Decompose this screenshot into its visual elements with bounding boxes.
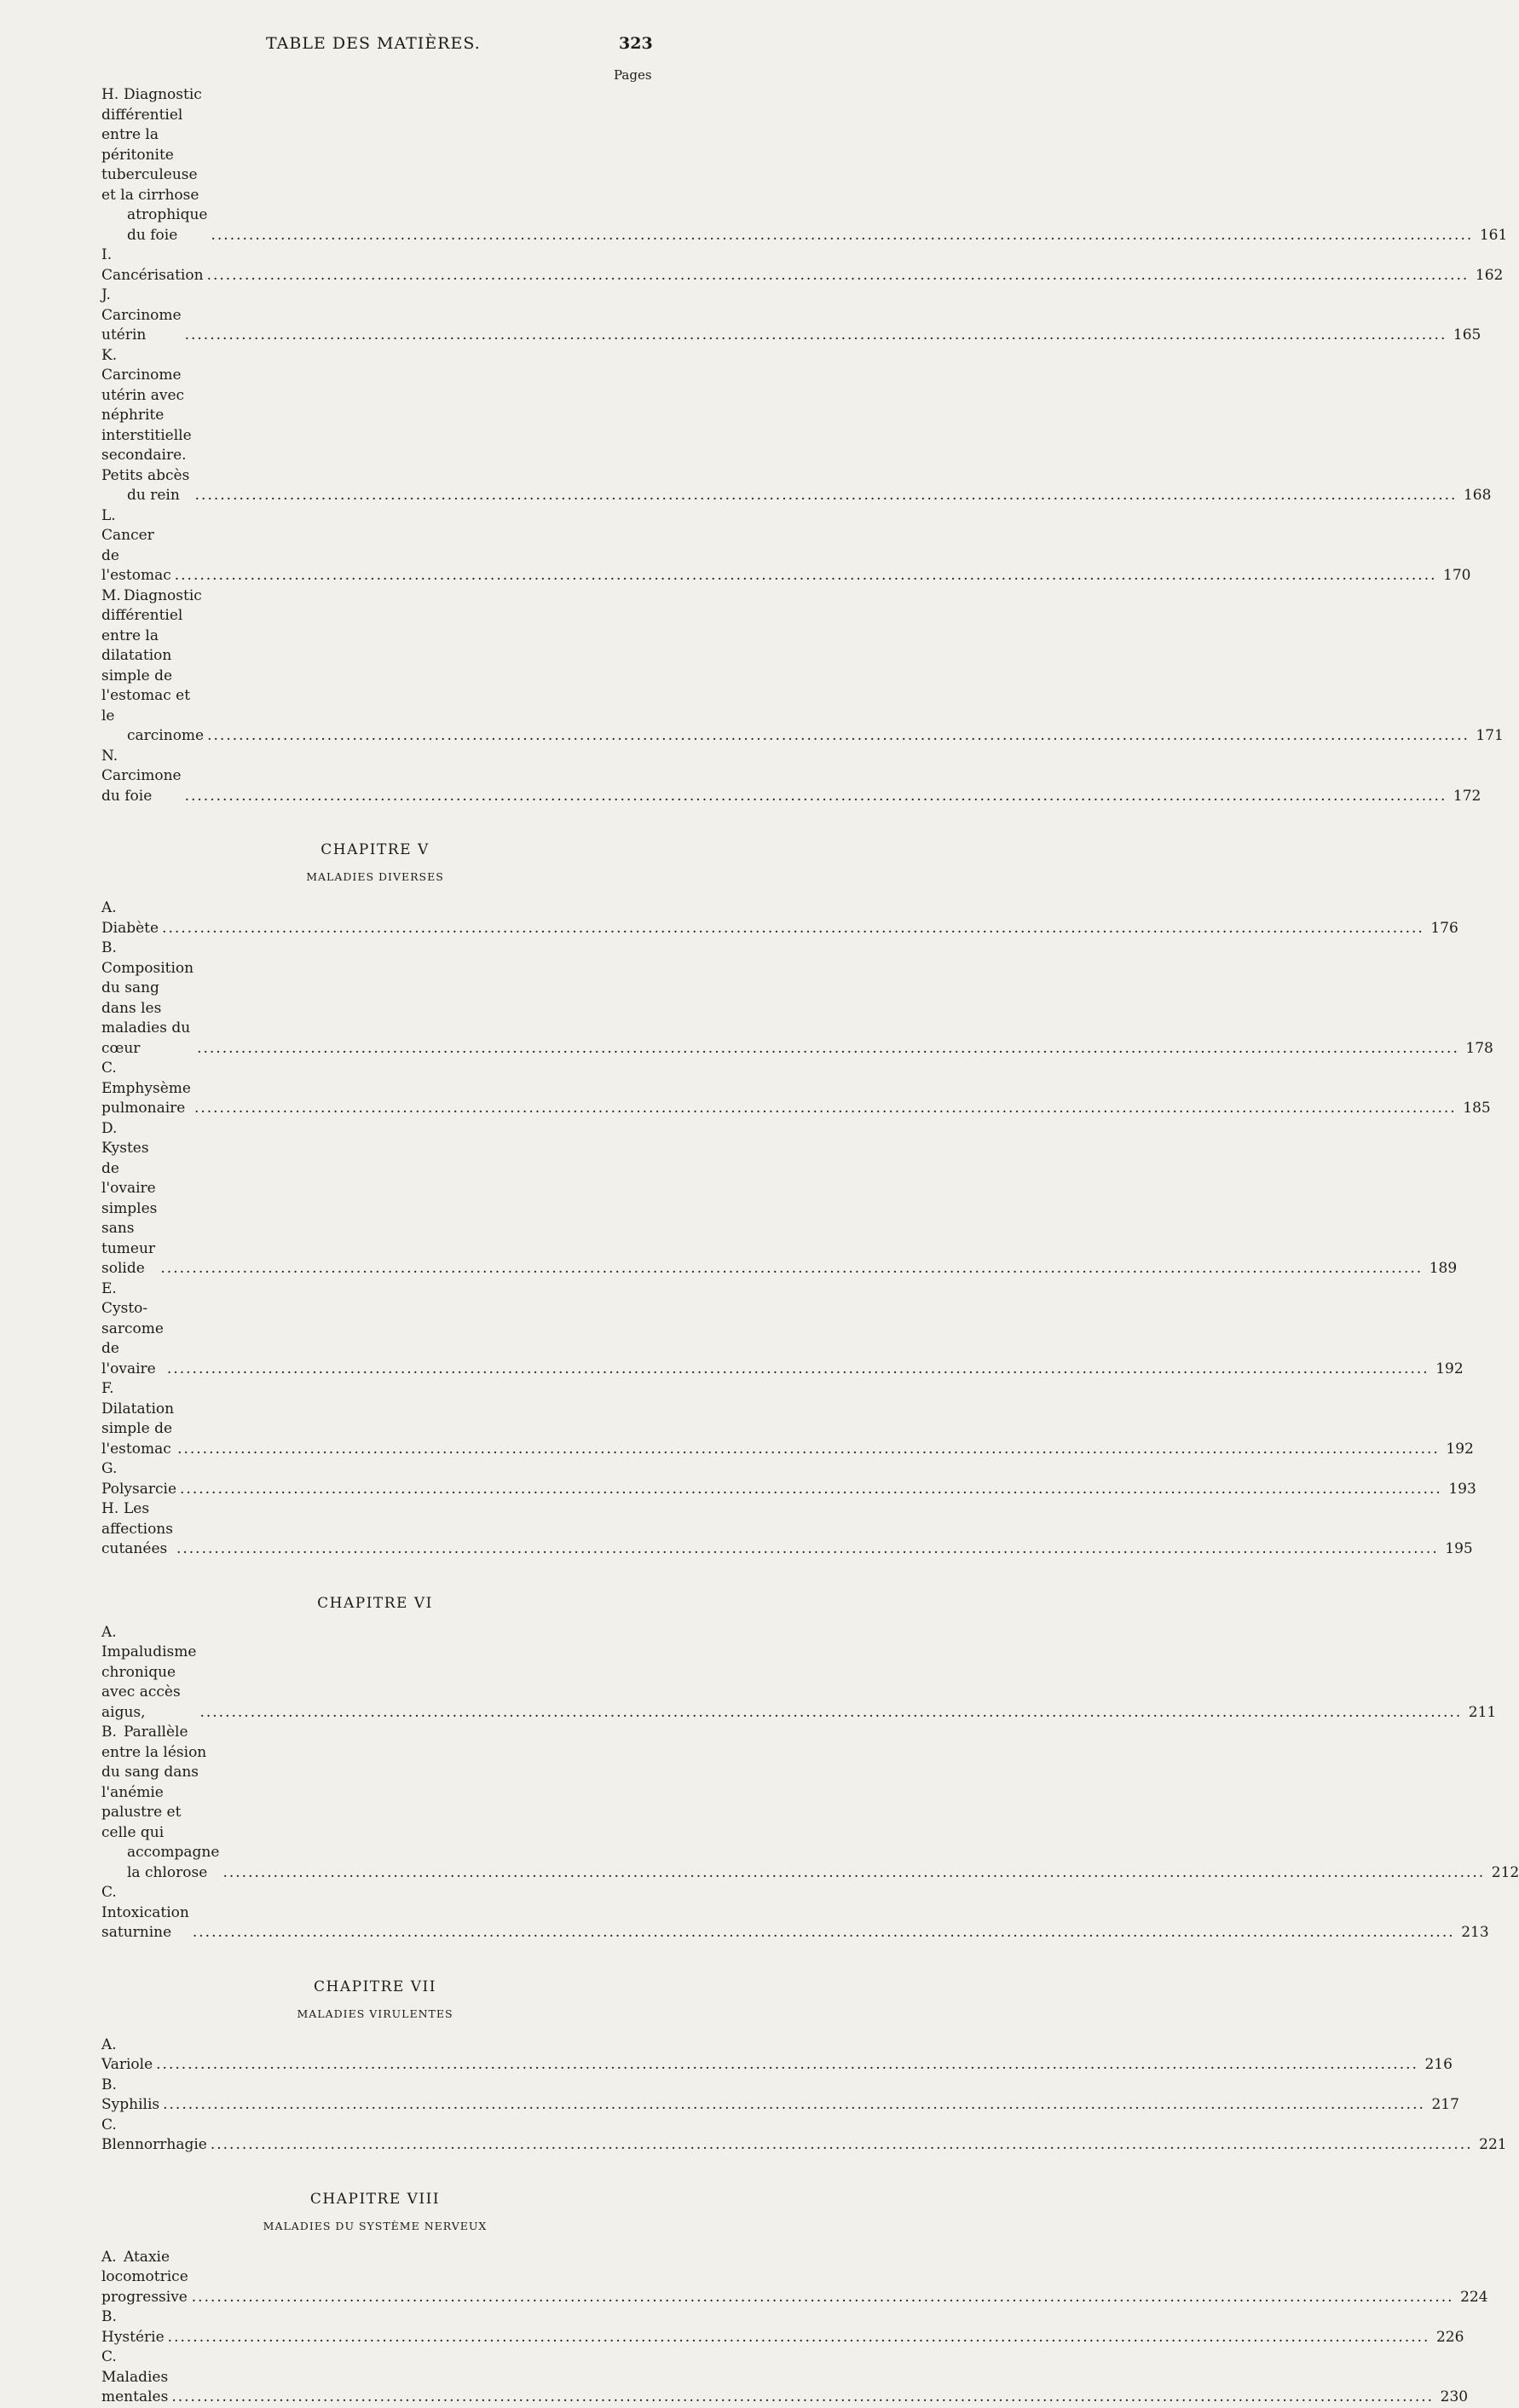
- running-head-title: TABLE DES MATIÈRES.: [266, 34, 481, 53]
- toc-entry-line: [101, 2116, 207, 2154]
- toc-entry-line: [101, 486, 192, 506]
- toc-entry-text: Carcinome utérin avec néphrite interstitielle secondaire. Petits abcès: [101, 367, 192, 484]
- toc-entry-page: 162: [1475, 266, 1504, 284]
- toc-entry-text: Polysarcie: [101, 1480, 177, 1498]
- toc-entry: [101, 2116, 1507, 2156]
- toc-entry-text: Syphilis: [101, 2096, 160, 2113]
- dot-leader: ........................................................................................................................................................................................................: [162, 919, 1424, 937]
- dot-leader: ........................................................................................................................................................................................................: [166, 1360, 1429, 1377]
- toc-entry: [101, 346, 1492, 506]
- toc-entry-letter: A.: [101, 2248, 117, 2266]
- toc-entry-page: 226: [1435, 2328, 1464, 2346]
- toc-entry-label: [101, 938, 193, 1059]
- toc-entry-letter: B.: [101, 2308, 117, 2325]
- toc-entry-line: [101, 899, 159, 937]
- toc-entry-line: [101, 726, 204, 747]
- toc-entry: [101, 1059, 1491, 1119]
- toc-entry-page: 189: [1429, 1260, 1458, 1277]
- toc-entry-label: [101, 1379, 174, 1459]
- toc-entry: [101, 2076, 1459, 2116]
- dot-leader: ........................................................................................................................................................................................................: [167, 2328, 1430, 2346]
- toc-entry-page: 217: [1431, 2096, 1459, 2113]
- toc-entry-page: 213: [1461, 1924, 1489, 1941]
- toc-entry-letter: B.: [101, 939, 117, 956]
- toc-entry-letter: H.: [101, 86, 119, 103]
- toc-entry-text: Hystérie: [101, 2328, 165, 2346]
- toc-entry: [101, 2347, 1469, 2408]
- toc-entry-text: Cysto-sarcome de l'ovaire: [101, 1300, 164, 1377]
- dot-leader: ........................................................................................................................................................................................................: [199, 1703, 1463, 1721]
- toc-entry-line: [101, 1060, 191, 1117]
- toc-entry-label: [101, 1723, 219, 1883]
- toc-entry-page: 193: [1448, 1480, 1476, 1498]
- chapter-subtitle: MALADIES DIVERSES: [306, 870, 444, 883]
- toc-entry-letter: G.: [101, 1460, 118, 1477]
- toc-entry-page: 192: [1446, 1440, 1474, 1458]
- toc-entry-line: [101, 2308, 165, 2346]
- running-head: [0, 34, 682, 56]
- toc-entry-text: Variole: [101, 2056, 153, 2073]
- toc-entry: [101, 1279, 1464, 1380]
- toc-entry-page: 192: [1435, 1360, 1464, 1377]
- toc-entry-label: [101, 2076, 159, 2116]
- chapter-title: CHAPITRE VII: [314, 1978, 436, 1995]
- toc-entry-letter: F.: [101, 1380, 114, 1397]
- toc-entry-text: Impaludisme chronique avec accès aigus,: [101, 1643, 197, 1721]
- dot-leader: ........................................................................................................................................................................................................: [156, 2056, 1418, 2073]
- toc-entry-label: [101, 1279, 164, 1380]
- toc-entry-letter: C.: [101, 2116, 117, 2134]
- dot-leader: ........................................................................................................................................................................................................: [160, 1260, 1424, 1277]
- toc-entry: [101, 1883, 1489, 1943]
- chapter-title: CHAPITRE VIII: [309, 2190, 441, 2208]
- toc-entry: [101, 245, 1504, 286]
- dot-leader: ........................................................................................................................................................................................................: [192, 1924, 1455, 1941]
- toc-entry-label: [101, 2347, 168, 2408]
- toc-entry-text: accompagne la chlorose: [127, 1844, 220, 1881]
- toc-entry: [101, 747, 1481, 807]
- toc-entry-line: [101, 85, 208, 205]
- dot-leader: ........................................................................................................................................................................................................: [176, 1540, 1439, 1557]
- toc-entry-line: [101, 586, 204, 727]
- toc-entry: [101, 2248, 1488, 2308]
- toc-entry-page: 168: [1463, 487, 1492, 504]
- dot-leader: ........................................................................................................................................................................................................: [194, 487, 1458, 504]
- toc-entry: [101, 1459, 1476, 1499]
- toc-entry: [101, 938, 1493, 1059]
- toc-entry-label: [101, 747, 182, 807]
- dot-leader: ........................................................................................................................................................................................................: [174, 567, 1437, 584]
- toc-entry-page: 216: [1424, 2056, 1453, 2073]
- toc-entry-page: 172: [1453, 787, 1481, 805]
- toc-entry-label: [101, 286, 182, 346]
- toc-entry-label: [101, 2116, 207, 2156]
- dot-leader: ........................................................................................................................................................................................................: [197, 1039, 1459, 1057]
- toc-entry-label: [101, 1119, 157, 1279]
- toc-entry: [101, 506, 1471, 586]
- toc-entry-label: [101, 2248, 188, 2308]
- toc-entry-letter: B.: [101, 1724, 117, 1741]
- toc-entry-text: Parallèle entre la lésion du sang dans l'anémie palustre et celle qui: [101, 1724, 207, 1841]
- toc-entry-text: Cancer de l'estomac: [101, 527, 171, 584]
- toc-entry-label: [101, 1059, 191, 1119]
- dot-leader: ........................................................................................................................................................................................................: [222, 1863, 1486, 1881]
- toc-entry-page: 185: [1463, 1100, 1491, 1117]
- toc-entry: [101, 2307, 1464, 2347]
- toc-entry-label: [101, 506, 171, 586]
- dot-leader: ........................................................................................................................................................................................................: [184, 326, 1447, 344]
- toc-entry: [101, 286, 1481, 346]
- toc-entry-letter: H.: [101, 1500, 119, 1517]
- toc-entry-line: [101, 286, 182, 344]
- toc-entry-text: du rein: [127, 487, 180, 504]
- toc-entry-letter: E.: [101, 1279, 117, 1297]
- toc-entry-text: Kystes de l'ovaire simples sans tumeur solide: [101, 1140, 158, 1277]
- toc-entry: [101, 1499, 1473, 1560]
- toc-entry: [101, 898, 1458, 938]
- toc-entry-line: [101, 1723, 219, 1843]
- toc-entry: [101, 586, 1504, 747]
- toc-entry-line: [101, 2036, 153, 2074]
- toc-entry-label: [101, 346, 192, 506]
- toc-entry-page: 165: [1453, 326, 1481, 344]
- toc-entry-line: [101, 2348, 168, 2405]
- toc-entry-letter: A.: [101, 899, 117, 916]
- toc-entry-line: [101, 1500, 173, 1557]
- toc-entry-line: [101, 748, 182, 805]
- toc-entry-line: [101, 507, 171, 585]
- toc-entry-letter: A.: [101, 1623, 117, 1641]
- toc-entry-label: [101, 2307, 165, 2347]
- toc-entry-line: [101, 205, 208, 245]
- dot-leader: ........................................................................................................................................................................................................: [206, 266, 1470, 284]
- toc-entry: [101, 1379, 1474, 1459]
- table-of-contents: [101, 85, 1519, 2408]
- toc-entry-letter: N.: [101, 747, 118, 765]
- toc-entry: [101, 1623, 1497, 1724]
- toc-entry-letter: L.: [101, 506, 116, 524]
- pages-column-label: Pages: [614, 67, 652, 83]
- toc-entry: [101, 1119, 1458, 1279]
- dot-leader: ........................................................................................................................................................................................................: [171, 2388, 1435, 2405]
- toc-entry-line: [101, 1884, 189, 1941]
- toc-entry-letter: D.: [101, 1119, 118, 1137]
- toc-entry-text: Composition du sang dans les maladies du cœur: [101, 959, 194, 1057]
- toc-entry-page: 195: [1445, 1540, 1473, 1557]
- toc-entry-letter: K.: [101, 346, 118, 364]
- toc-entry-line: [101, 2249, 188, 2306]
- toc-entry-page: 161: [1479, 226, 1508, 244]
- toc-entry-text: Ataxie locomotrice progressive: [101, 2248, 188, 2306]
- chapter-title: CHAPITRE VI: [317, 1594, 433, 1612]
- chapter-subtitle: MALADIES VIRULENTES: [297, 2007, 453, 2020]
- toc-entry-label: [101, 2036, 153, 2076]
- toc-entry-line: [101, 1280, 164, 1377]
- toc-entry-text: Dilatation simple de l'estomac: [101, 1400, 175, 1458]
- toc-entry-page: 224: [1460, 2288, 1488, 2306]
- toc-entry-text: carcinome: [127, 727, 205, 744]
- toc-entry-line: [101, 1380, 174, 1458]
- toc-entry-line: [101, 246, 204, 284]
- toc-entry-line: [101, 1624, 196, 1721]
- toc-entry-page: 212: [1491, 1863, 1519, 1881]
- dot-leader: ........................................................................................................................................................................................................: [177, 1440, 1440, 1458]
- toc-entry-letter: C.: [101, 2348, 117, 2365]
- toc-entry: [101, 1723, 1519, 1883]
- chapter-title: CHAPITRE V: [321, 841, 430, 858]
- toc-entry-page: 178: [1465, 1039, 1493, 1057]
- dot-leader: ........................................................................................................................................................................................................: [193, 1100, 1457, 1117]
- page-number: 323: [619, 34, 653, 53]
- toc-entry-text: Diagnostic différentiel entre la péritonite tuberculeuse et la cirrhose: [101, 86, 202, 204]
- toc-entry-line: [101, 1120, 157, 1278]
- toc-entry-page: 171: [1476, 727, 1504, 744]
- toc-entry-letter: I.: [101, 246, 113, 263]
- toc-entry-text: Blennorrhagie: [101, 2136, 207, 2153]
- toc-entry-label: [101, 1883, 189, 1943]
- toc-entry-text: atrophique du foie: [127, 206, 208, 244]
- toc-entry-label: [101, 898, 159, 938]
- toc-entry-text: Les affections cutanées: [101, 1500, 173, 1557]
- toc-entry-label: [101, 85, 208, 245]
- toc-entry-line: [101, 346, 192, 487]
- toc-entry-text: Diagnostic différentiel entre la dilatation simple de l'estomac et le: [101, 586, 202, 725]
- toc-entry-line: [101, 1843, 219, 1883]
- chapter-subtitle: MALADIES DU SYSTÈME NERVEUX: [263, 2219, 488, 2232]
- dot-leader: ........................................................................................................................................................................................................: [207, 727, 1470, 744]
- dot-leader: ........................................................................................................................................................................................................: [180, 1480, 1442, 1498]
- toc-entry-text: Emphysème pulmonaire: [101, 1079, 191, 1117]
- toc-entry: [101, 2036, 1453, 2076]
- toc-entry-label: [101, 1623, 196, 1724]
- toc-entry-page: 170: [1443, 567, 1471, 584]
- toc-entry-text: Intoxication saturnine: [101, 1903, 189, 1941]
- toc-entry-label: [101, 245, 204, 286]
- toc-entry-text: Carcinome utérin: [101, 306, 182, 344]
- toc-entry-line: [101, 939, 193, 1057]
- toc-entry-label: [101, 1459, 176, 1499]
- dot-leader: ........................................................................................................................................................................................................: [210, 2136, 1473, 2153]
- toc-entry-label: [101, 586, 204, 747]
- toc-entry-text: Maladies mentales: [101, 2368, 169, 2405]
- toc-entry-text: Diabète: [101, 919, 159, 937]
- toc-entry-letter: M.: [101, 586, 121, 604]
- dot-leader: ........................................................................................................................................................................................................: [163, 2096, 1425, 2113]
- toc-entry-text: Carcimone du foie: [101, 767, 182, 805]
- toc-entry: [101, 85, 1508, 245]
- toc-entry-page: 221: [1479, 2136, 1507, 2153]
- toc-entry-page: 176: [1430, 919, 1458, 937]
- dot-leader: ........................................................................................................................................................................................................: [191, 2288, 1454, 2306]
- toc-entry-page: 211: [1468, 1703, 1497, 1721]
- toc-entry-letter: C.: [101, 1884, 117, 1901]
- toc-entry-label: [101, 1499, 173, 1560]
- toc-entry-letter: J.: [101, 286, 111, 303]
- chapter-spacer: [101, 1613, 649, 1623]
- toc-entry-line: [101, 2076, 159, 2114]
- toc-entry-text: Cancérisation: [101, 266, 204, 284]
- toc-entry-letter: C.: [101, 1060, 117, 1077]
- dot-leader: ........................................................................................................................................................................................................: [211, 226, 1474, 244]
- dot-leader: ........................................................................................................................................................................................................: [184, 787, 1447, 805]
- toc-entry-letter: B.: [101, 2076, 117, 2093]
- toc-entry-letter: A.: [101, 2036, 117, 2053]
- toc-entry-page: 230: [1440, 2388, 1469, 2405]
- toc-entry-line: [101, 1460, 176, 1498]
